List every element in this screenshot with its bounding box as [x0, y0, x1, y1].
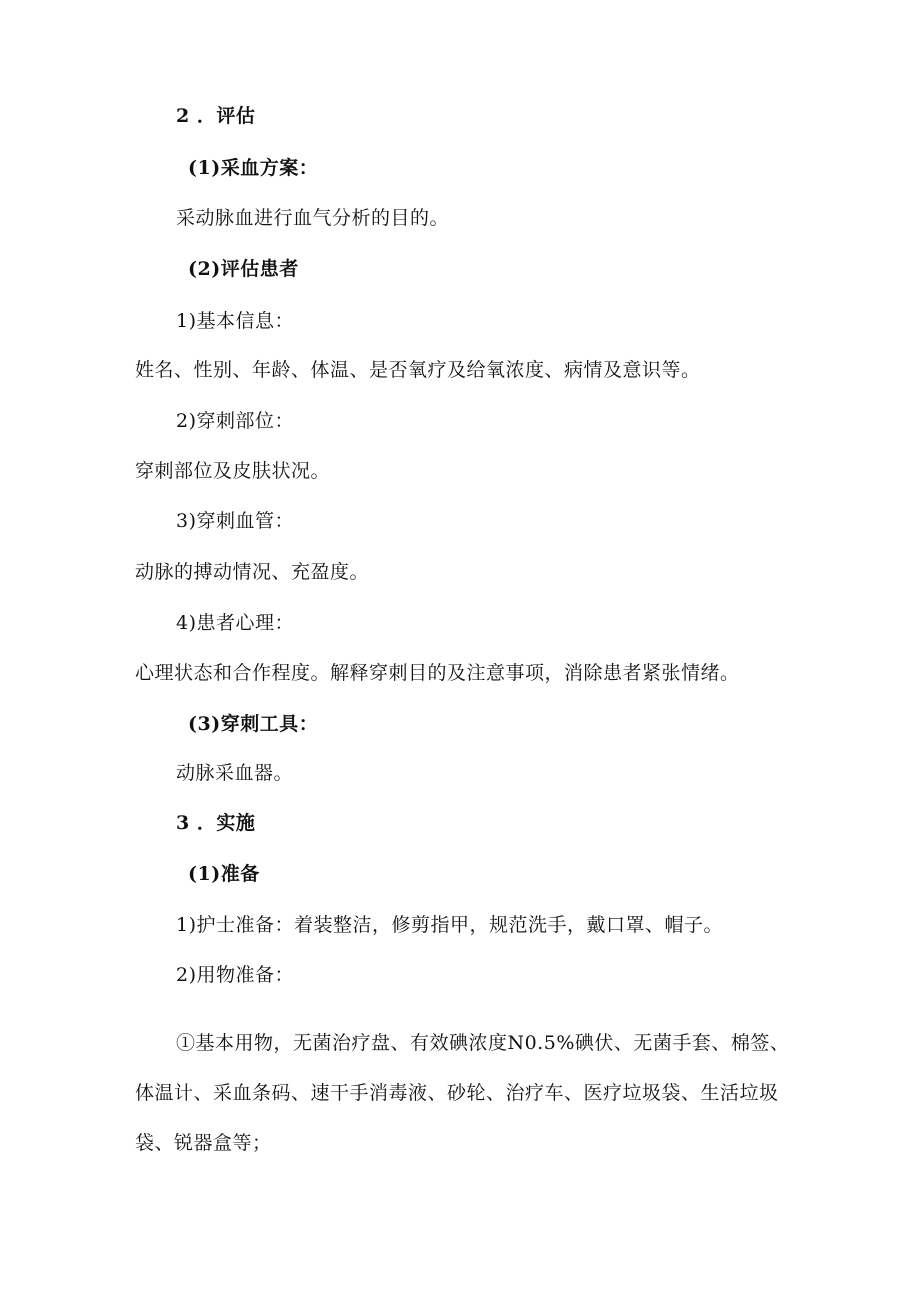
- section-heading-implementation: 3 ．实施: [176, 812, 256, 834]
- subheading-evaluate-patient: (2)评估患者: [188, 258, 299, 280]
- paragraph-basic-supplies-line1: ①基本用物，无菌治疗盘、有效碘浓度N0.5%碘伏、无菌手套、棉签、: [176, 1032, 790, 1054]
- item-nurse-preparation: 1)护士准备：着装整洁，修剪指甲，规范洗手，戴口罩、帽子。: [176, 914, 724, 936]
- item-puncture-vessel: 3)穿刺血管：: [176, 510, 295, 532]
- paragraph-puncture-site: 穿刺部位及皮肤状况。: [135, 460, 331, 482]
- item-basic-info: 1)基本信息：: [176, 310, 295, 332]
- subheading-blood-plan: (1)采血方案：: [188, 157, 319, 179]
- item-puncture-site: 2)穿刺部位：: [176, 410, 295, 432]
- paragraph-basic-supplies-line3: 袋、锐器盒等；: [135, 1132, 272, 1154]
- paragraph-basic-supplies-line2: 体温计、采血条码、速干手消毒液、砂轮、治疗车、医疗垃圾袋、生活垃圾: [135, 1082, 779, 1104]
- paragraph-puncture-tool: 动脉采血器。: [176, 762, 294, 784]
- item-patient-psychology: 4)患者心理：: [176, 612, 295, 634]
- paragraph-puncture-vessel: 动脉的搏动情况、充盈度。: [135, 561, 370, 583]
- paragraph-blood-plan: 采动脉血进行血气分析的目的。: [176, 207, 450, 229]
- paragraph-patient-psychology: 心理状态和合作程度。解释穿刺目的及注意事项，消除患者紧张情绪。: [135, 662, 740, 684]
- item-supplies-preparation: 2)用物准备：: [176, 964, 295, 986]
- subheading-puncture-tool: (3)穿刺工具：: [188, 713, 319, 735]
- paragraph-basic-info: 姓名、性别、年龄、体温、是否氧疗及给氧浓度、病情及意识等。: [135, 359, 701, 381]
- section-heading-evaluation: 2 ．评估: [176, 105, 256, 127]
- subheading-preparation: (1)准备: [188, 863, 260, 885]
